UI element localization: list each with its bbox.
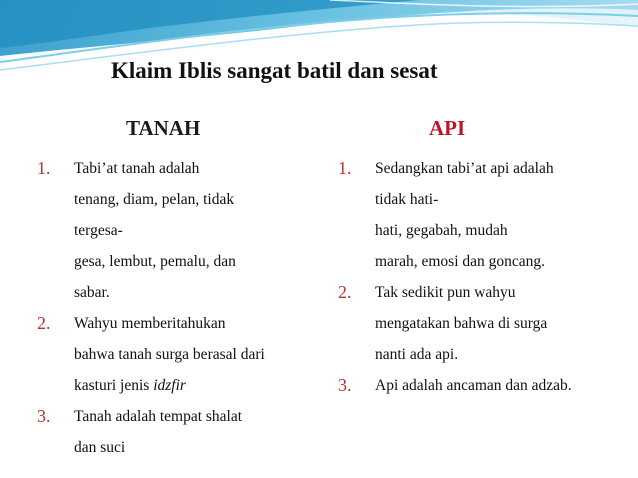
item-text: Wahyu memberitahukan [74,315,226,332]
item-number: 3. [338,375,352,395]
item-text: hati, gegabah, mudah [375,222,508,239]
item-text: Tanah adalah tempat shalat [74,408,243,425]
item-number: 2. [37,313,51,333]
item-text: tenang, diam, pelan, tidak [74,191,235,208]
list-item [37,153,327,308]
item-number: 1. [338,158,352,178]
item-number: 1. [37,158,51,178]
item-text-italic: idzfir [153,377,186,394]
api-list [338,153,633,401]
list-item [338,277,633,370]
item-text: Api adalah ancaman dan adzab. [375,377,572,394]
tanah-list [37,153,327,463]
list-item [37,401,327,463]
item-text: Sedangkan tabi’at api adalah [375,160,554,177]
item-text: sabar. [74,284,110,301]
item-text: marah, emosi dan goncang. [375,253,546,270]
item-text: Tabi’at tanah adalah [74,160,200,177]
column-heading-api: API [429,116,466,140]
item-text: tergesa- [74,222,123,239]
item-text: gesa, lembut, pemalu, dan [74,253,236,270]
item-text: kasturi jenis [74,377,150,394]
list-item [338,153,633,277]
slide-title: Klaim Iblis sangat batil dan sesat [111,58,438,83]
item-number: 2. [338,282,352,302]
item-text: dan suci [74,439,126,456]
item-number: 3. [37,406,51,426]
item-text: mengatakan bahwa di surga [375,315,548,332]
list-item [338,370,633,401]
item-text: Tak sedikit pun wahyu [375,284,516,301]
item-text: tidak hati- [375,191,439,208]
item-text: nanti ada api. [375,346,459,363]
item-text-line [74,370,265,401]
item-text: bahwa tanah surga berasal dari [74,346,265,363]
column-heading-tanah: TANAH [126,116,201,140]
list-item [37,308,327,401]
